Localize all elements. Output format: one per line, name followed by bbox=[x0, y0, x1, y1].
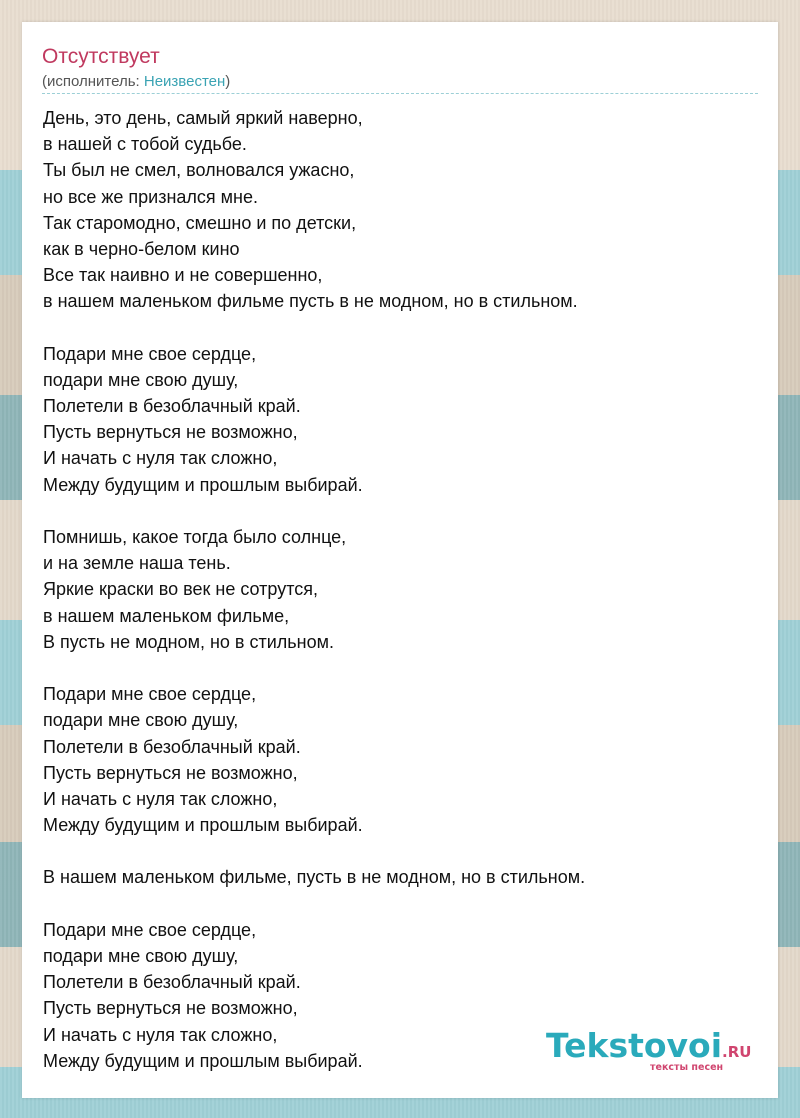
lyric-line: Между будущим и прошлым выбирай. bbox=[43, 815, 363, 836]
lyric-line: Все так наивно и не совершенно, bbox=[43, 265, 323, 286]
lyric-line: Подари мне свое сердце, bbox=[43, 919, 257, 940]
site-logo[interactable] bbox=[546, 1026, 752, 1073]
lyric-line: подари мне свою душу, bbox=[43, 946, 239, 966]
lyric-line: В нашем маленьком фильме, пусть в не модном, но в стильном. bbox=[43, 867, 586, 888]
lyric-line: Между будущим и прошлым выбирай. bbox=[43, 1050, 363, 1071]
song-title: Отсутствует bbox=[42, 45, 160, 68]
lyric-line: подари мне свою душу, bbox=[43, 369, 239, 390]
stanza-break bbox=[43, 498, 763, 524]
lyric-line: Полетели в безоблачный край. bbox=[43, 972, 301, 993]
artist-line bbox=[42, 73, 230, 91]
artist-prefix: (исполнитель: bbox=[42, 73, 144, 90]
lyric-line: в нашем маленьком фильме, bbox=[43, 605, 290, 626]
lyric-line: Ты был не смел, волновался ужасно, bbox=[43, 160, 355, 181]
lyric-line: Так старомодно, смешно и по детски, bbox=[43, 212, 357, 233]
lyric-line: подари мне свою душу, bbox=[43, 710, 239, 731]
title-divider bbox=[42, 93, 758, 94]
lyric-line: и на земле наша тень. bbox=[43, 553, 231, 574]
lyric-line: Яркие краски во век не сотрутся, bbox=[43, 579, 319, 600]
lyrics-sheet bbox=[22, 22, 778, 1098]
lyric-line: Помнишь, какое тогда было солнце, bbox=[43, 527, 347, 547]
lyric-line: Полетели в безоблачный край. bbox=[43, 736, 301, 757]
lyric-line: И начать с нуля так сложно, bbox=[43, 788, 278, 809]
lyric-line: И начать с нуля так сложно, bbox=[43, 448, 278, 469]
stanza-break bbox=[43, 315, 763, 341]
logo-tld: .RU bbox=[722, 1043, 752, 1061]
lyric-line: Подари мне свое сердце, bbox=[43, 684, 257, 705]
logo-name: Tekstovoi bbox=[546, 1026, 723, 1065]
lyrics-body bbox=[43, 105, 763, 1074]
lyric-line: Пусть вернуться не возможно, bbox=[43, 422, 298, 443]
lyric-line: Подари мне свое сердце, bbox=[43, 343, 257, 364]
artist-link[interactable]: Неизвестен bbox=[143, 73, 226, 90]
logo-tagline: тексты песен bbox=[650, 1062, 724, 1073]
stanza-break bbox=[43, 655, 763, 681]
lyric-line: День, это день, самый яркий наверно, bbox=[43, 108, 363, 128]
lyric-line: И начать с нуля так сложно, bbox=[43, 1024, 278, 1045]
lyric-line: В пусть не модном, но в стильном. bbox=[43, 631, 334, 652]
lyric-line: в нашей с тобой судьбе. bbox=[43, 134, 247, 155]
stanza-break bbox=[43, 891, 763, 917]
artist-suffix: ) bbox=[225, 73, 231, 90]
lyric-line: как в черно-белом кино bbox=[43, 238, 240, 259]
lyric-line: но все же признался мне. bbox=[43, 186, 258, 207]
lyric-line: Полетели в безоблачный край. bbox=[43, 396, 301, 417]
lyric-line: Пусть вернуться не возможно, bbox=[43, 762, 298, 783]
stanza-break bbox=[43, 838, 763, 864]
lyric-line: в нашем маленьком фильме пусть в не модном, но в стильном. bbox=[43, 291, 578, 312]
lyric-line: Между будущим и прошлым выбирай. bbox=[43, 474, 363, 495]
lyric-line: Пусть вернуться не возможно, bbox=[43, 998, 298, 1019]
